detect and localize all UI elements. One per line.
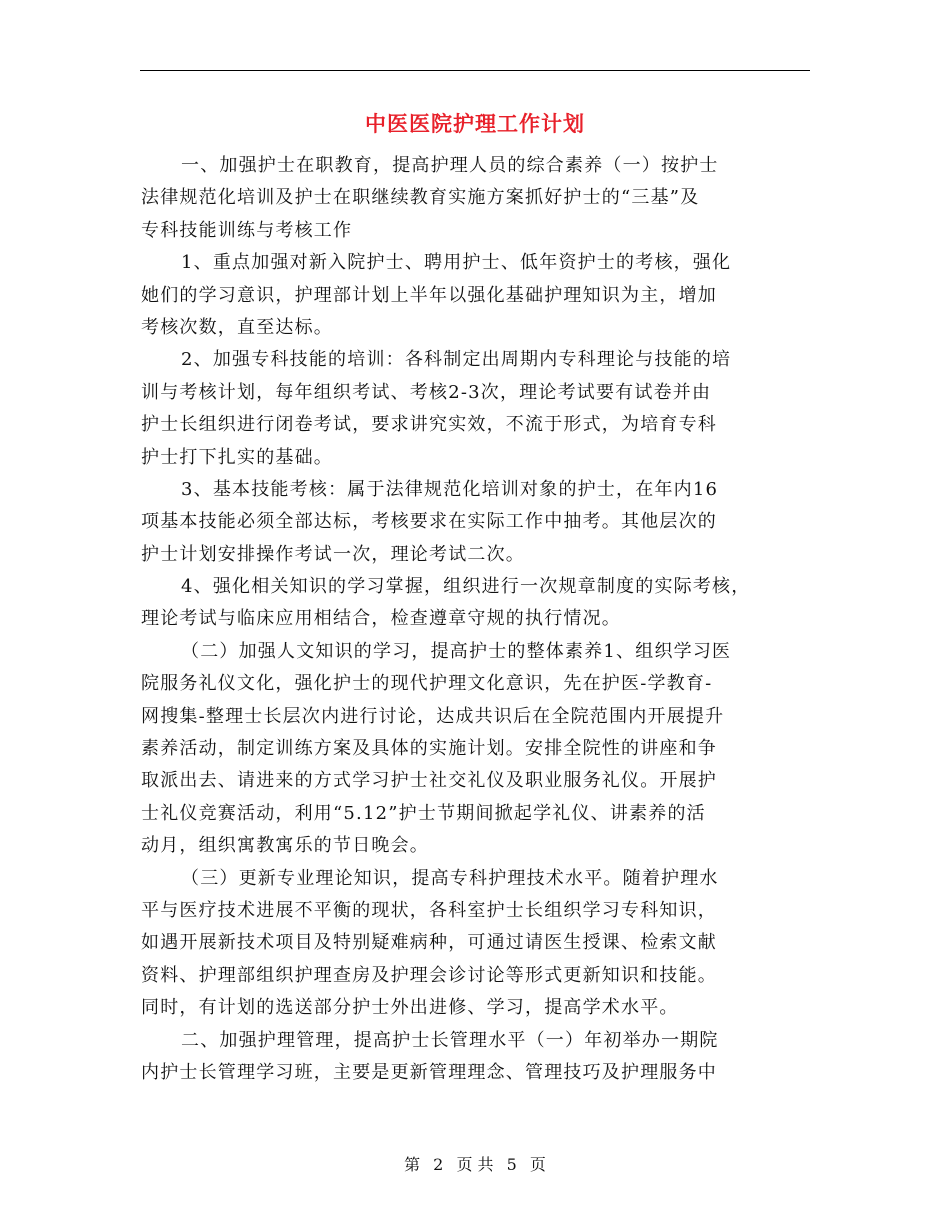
body-line: 训与考核计划，每年组织考试、考核2-3次，理论考试要有试卷并由 — [141, 381, 712, 403]
footer-suffix: 页 — [529, 1155, 546, 1174]
body-line: 项基本技能必须全部达标，考核要求在实际工作中抽考。其他层次的 — [141, 511, 717, 533]
body-line: （三）更新专业理论知识，提高专科护理技术水平。随着护理水 — [181, 867, 719, 889]
body-line: 取派出去、请进来的方式学习护士社交礼仪及职业服务礼仪。开展护 — [141, 770, 717, 792]
footer-page-number: 2 — [433, 1155, 444, 1174]
body-line: 护士打下扎实的基础。 — [141, 446, 333, 468]
header-rule — [140, 70, 810, 71]
body-line: 平与医疗技术进展不平衡的现状，各科室护士长组织学习专科知识， — [141, 899, 717, 921]
footer-page-total: 5 — [506, 1155, 517, 1174]
body-line: 1、重点加强对新入院护士、聘用护士、低年资护士的考核，强化 — [181, 252, 732, 274]
body-line: 同时，有计划的选送部分护士外出进修、学习，提高学术水平。 — [141, 997, 679, 1019]
body-line: 专科技能训练与考核工作 — [141, 219, 353, 241]
body-line: 一、加强护士在职教育，提高护理人员的综合素养（一）按护士 — [181, 155, 719, 176]
body-line: 资料、护理部组织护理查房及护理会诊讨论等形式更新知识和技能。 — [141, 964, 717, 986]
body-line: 院服务礼仪文化，强化护士的现代护理文化意识，先在护医-学教育- — [141, 673, 713, 695]
page-footer — [0, 1152, 950, 1175]
document-body — [141, 150, 811, 1089]
body-line: 2、加强专科技能的培训：各科制定出周期内专科理论与技能的培 — [181, 349, 732, 371]
body-line: 考核次数，直至达标。 — [141, 316, 333, 338]
body-line: 理论考试与临床应用相结合，检查遵章守规的执行情况。 — [141, 608, 621, 630]
footer-prefix: 第 — [404, 1155, 421, 1174]
body-line: 二、加强护理管理，提高护士长管理水平（一）年初举办一期院 — [181, 1029, 719, 1051]
body-line: 网搜集-整理士长层次内进行讨论，达成共识后在全院范围内开展提升 — [141, 705, 725, 727]
body-line: 内护士长管理学习班，主要是更新管理理念、管理技巧及护理服务中 — [141, 1061, 717, 1083]
body-line: 如遇开展新技术项目及特别疑难病种，可通过请医生授课、检索文献 — [141, 932, 717, 954]
body-line: 她们的学习意识，护理部计划上半年以强化基础护理知识为主，增加 — [141, 284, 717, 306]
body-line: 护士计划安排操作考试一次，理论考试二次。 — [141, 543, 525, 565]
body-line: 护士长组织进行闭卷考试，要求讲究实效，不流于形式，为培育专科 — [141, 414, 717, 436]
document-title: 中医医院护理工作计划 — [365, 111, 585, 136]
body-line: 动月，组织寓教寓乐的节日晚会。 — [141, 835, 429, 857]
body-line: 法律规范化培训及护士在职继续教育实施方案抓好护士的“三基”及 — [141, 187, 700, 209]
body-line: 素养活动，制定训练方案及具体的实施计划。安排全院性的讲座和争 — [141, 738, 717, 760]
body-line: 4、强化相关知识的学习掌握，组织进行一次规章制度的实际考核， — [181, 576, 751, 598]
footer-middle: 页 共 — [456, 1155, 494, 1174]
body-line: 士礼仪竞赛活动，利用“5.12”护士节期间掀起学礼仪、讲素养的活 — [141, 802, 706, 824]
body-line: （二）加强人文知识的学习，提高护士的整体素养1、组织学习医 — [181, 640, 732, 662]
body-line: 3、基本技能考核：属于法律规范化培训对象的护士，在年内16 — [181, 478, 719, 500]
